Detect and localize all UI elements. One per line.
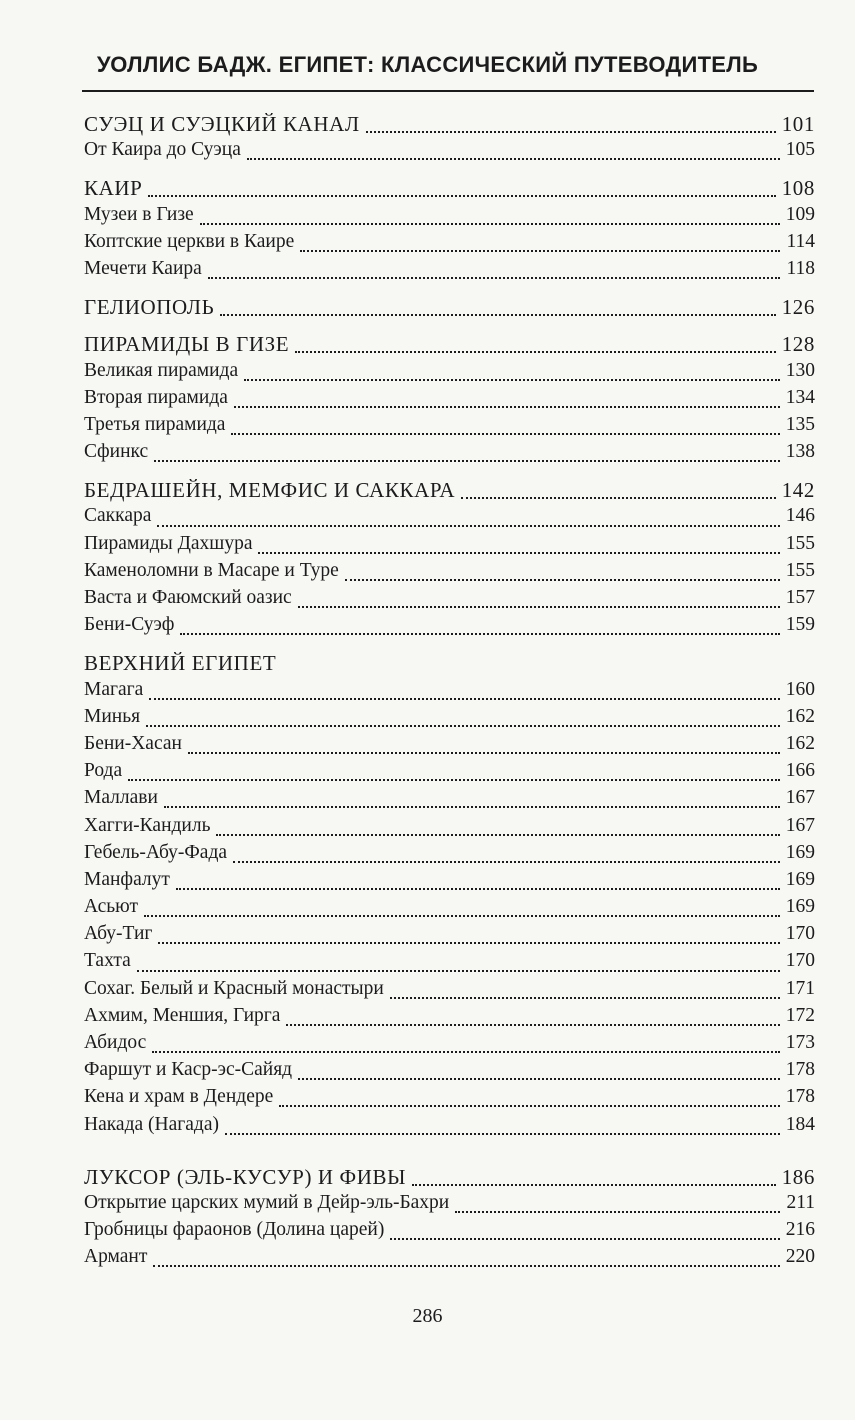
toc-entry-page: 167 — [785, 787, 815, 809]
dot-leader — [200, 222, 780, 225]
toc-entry-page: 162 — [785, 705, 815, 727]
toc-entry-page: 114 — [786, 230, 815, 252]
toc-entry-page: 170 — [785, 923, 815, 945]
toc-entry-title: Армант — [84, 1246, 148, 1268]
toc-entry — [84, 360, 815, 387]
toc-entry — [84, 533, 815, 560]
toc-entry — [84, 760, 815, 787]
dot-leader — [234, 405, 780, 408]
toc-entry-page: 105 — [785, 139, 815, 161]
toc-entry-page: 160 — [785, 678, 815, 700]
toc-entry-page: 171 — [785, 977, 815, 999]
toc-entry-title: Тахта — [84, 950, 131, 972]
dot-leader — [149, 697, 779, 700]
toc-entry — [84, 441, 815, 468]
dot-leader — [146, 724, 780, 727]
toc-entry — [84, 787, 815, 814]
toc-entry-page: 216 — [785, 1219, 815, 1241]
dot-leader — [216, 833, 779, 836]
dot-leader — [455, 1210, 780, 1213]
toc-entry-title: БЕДРАШЕЙН, МЕМФИС И САККАРА — [84, 478, 456, 503]
toc-entry-title: Пирамиды Дахшура — [84, 532, 253, 554]
dot-leader — [157, 524, 779, 527]
toc-entry-page: 130 — [785, 359, 815, 381]
toc-entry — [84, 978, 815, 1005]
dot-leader — [148, 194, 775, 197]
toc-entry-page: 178 — [785, 1059, 815, 1081]
toc-entry — [84, 815, 815, 842]
toc-entry-title: Коптские церкви в Каире — [84, 230, 295, 252]
toc-entry-page: 166 — [785, 760, 815, 782]
toc-entry-title: Маллави — [84, 787, 158, 809]
dot-leader — [180, 632, 779, 635]
dot-leader — [286, 1023, 779, 1026]
toc-entry-page: 159 — [785, 614, 815, 636]
toc-entry-page: 184 — [785, 1113, 815, 1135]
toc-entry-page: 172 — [785, 1004, 815, 1026]
toc-entry-title: ВЕРХНИЙ ЕГИПЕТ — [84, 651, 277, 676]
toc-entry-title: Абу-Тиг — [84, 923, 153, 945]
toc-entry — [84, 139, 815, 166]
toc-entry-title: Рода — [84, 760, 123, 782]
toc-entry — [84, 1192, 815, 1219]
toc-entry-page: 169 — [785, 841, 815, 863]
toc-entry-title: Каменоломни в Масаре и Туре — [84, 559, 339, 581]
toc-entry — [84, 258, 815, 285]
dot-leader — [158, 941, 779, 944]
dot-leader — [295, 350, 776, 353]
dot-leader — [412, 1183, 776, 1186]
toc-entry — [84, 231, 815, 258]
toc-section-heading — [84, 176, 815, 203]
toc-entry-title: Саккара — [84, 505, 152, 527]
toc-entry-title: Открытие царских мумий в Дейр-эль-Бахри — [84, 1191, 450, 1213]
toc-entry-title: Третья пирамида — [84, 413, 226, 435]
toc-entry-title: Музеи в Гизе — [84, 203, 194, 225]
toc-entry-page: 178 — [785, 1086, 815, 1108]
toc-entry-title: ЛУКСОР (ЭЛЬ-КУСУР) И ФИВЫ — [84, 1164, 406, 1189]
toc-entry — [84, 560, 815, 587]
dot-leader — [220, 313, 775, 316]
toc-entry-page: 118 — [786, 257, 815, 279]
dot-leader — [176, 887, 780, 890]
toc-entry-title: Абидос — [84, 1032, 147, 1053]
dot-leader — [144, 914, 780, 917]
toc-entry — [84, 896, 815, 923]
toc-section-heading — [84, 478, 815, 505]
toc-entry — [84, 733, 815, 760]
toc-section-heading — [84, 112, 815, 139]
dot-leader — [298, 1077, 780, 1080]
toc-entry — [84, 950, 815, 977]
toc-entry-page: 169 — [785, 868, 815, 890]
toc-entry-title: Гебель-Абу-Фада — [84, 841, 228, 863]
toc-entry — [84, 505, 815, 532]
toc-entry-page: 173 — [785, 1032, 815, 1053]
toc-entry — [84, 387, 815, 414]
toc-entry-title: Гробницы фараонов (Долина царей) — [84, 1219, 385, 1241]
toc-entry-title: КАИР — [84, 176, 143, 201]
dot-leader — [345, 578, 780, 581]
dot-leader — [233, 860, 780, 863]
toc-entry-title: Магага — [84, 678, 144, 700]
toc-entry-page: 170 — [785, 950, 815, 972]
toc-entry-page: 186 — [781, 1164, 815, 1189]
running-header: УОЛЛИС БАДЖ. ЕГИПЕТ: КЛАССИЧЕСКИЙ ПУТЕВОДИТЕЛЬ — [96, 52, 759, 77]
dot-leader — [279, 1104, 779, 1107]
toc-entry-title: Мечети Каира — [84, 257, 202, 279]
dot-leader — [366, 130, 776, 133]
toc-entry — [84, 679, 815, 706]
toc-entry-title: Фаршут и Каср-эс-Сайяд — [84, 1059, 293, 1081]
dot-leader — [298, 605, 780, 608]
toc-entry — [84, 1059, 815, 1086]
toc-entry-title: СУЭЦ И СУЭЦКИЙ КАНАЛ — [84, 112, 360, 136]
dot-leader — [152, 1050, 779, 1053]
toc-entry-page: 108 — [781, 176, 815, 201]
toc-entry — [84, 1032, 815, 1059]
toc-entry-page: 138 — [785, 441, 815, 463]
toc-entry-page: 157 — [785, 587, 815, 608]
header-rule — [82, 90, 814, 92]
toc-entry-page: 211 — [786, 1191, 815, 1213]
toc-section-heading — [84, 1165, 815, 1192]
toc-entry — [84, 1114, 815, 1141]
dot-leader — [258, 551, 779, 554]
toc-entry-title: Хагги-Кандиль — [84, 814, 211, 836]
toc-entry — [84, 1219, 815, 1246]
toc-entry-page: 167 — [785, 814, 815, 836]
dot-leader — [137, 969, 780, 972]
toc-entry-title: Манфалут — [84, 868, 170, 890]
toc-entry-page: 155 — [785, 532, 815, 554]
toc-entry-page: 220 — [785, 1246, 815, 1268]
dot-leader — [188, 751, 780, 754]
dot-leader — [390, 1237, 779, 1240]
toc-entry-title: От Каира до Суэца — [84, 139, 241, 161]
dot-leader — [390, 996, 780, 999]
dot-leader — [225, 1132, 780, 1135]
toc-entry-page: 126 — [781, 295, 815, 320]
toc-section-heading — [84, 332, 815, 359]
toc-entry — [84, 204, 815, 231]
dot-leader — [208, 276, 781, 279]
toc-entry-title: Великая пирамида — [84, 359, 239, 381]
dot-leader — [164, 805, 780, 808]
toc-entry-title: ПИРАМИДЫ В ГИЗЕ — [84, 332, 290, 357]
toc-entry-page: 162 — [785, 732, 815, 754]
dot-leader — [300, 249, 780, 252]
toc-entry — [84, 842, 815, 869]
dot-leader — [461, 496, 775, 499]
dot-leader — [154, 459, 780, 462]
toc-entry-page: 146 — [785, 505, 815, 527]
toc-entry-title: Сфинкс — [84, 441, 149, 463]
toc-section-heading — [84, 651, 815, 678]
toc-entry-page: 155 — [785, 559, 815, 581]
toc-entry-title: Накада (Нагада) — [84, 1113, 219, 1135]
toc-entry-page: 135 — [785, 413, 815, 435]
dot-leader — [247, 157, 780, 160]
toc-entry — [84, 614, 815, 641]
toc-entry — [84, 869, 815, 896]
toc-entry — [84, 706, 815, 733]
toc-entry — [84, 1005, 815, 1032]
toc-entry-title: Ахмим, Меншия, Гирга — [84, 1004, 281, 1026]
toc-entry-page: 142 — [781, 478, 815, 503]
toc-entry-page: 109 — [785, 203, 815, 225]
toc-entry-title: Вторая пирамида — [84, 386, 228, 408]
toc-entry-page: 101 — [781, 112, 815, 136]
toc-entry-title: Бени-Суэф — [84, 614, 175, 636]
toc-entry — [84, 587, 815, 614]
toc-section-heading — [84, 295, 815, 322]
page-number: 286 — [412, 1305, 443, 1327]
dot-leader — [128, 778, 780, 781]
toc-entry — [84, 1086, 815, 1113]
toc-entry-page: 134 — [785, 386, 815, 408]
toc-entry-title: Васта и Фаюмский оазис — [84, 587, 292, 608]
dot-leader — [231, 432, 779, 435]
toc-entry-title: Минья — [84, 705, 141, 727]
toc-entry — [84, 923, 815, 950]
toc-entry — [84, 414, 815, 441]
dot-leader — [244, 378, 780, 381]
toc-entry-title: Бени-Хасан — [84, 732, 182, 754]
toc-entry-title: ГЕЛИОПОЛЬ — [84, 295, 215, 320]
toc-entry-title: Сохаг. Белый и Красный монастыри — [84, 977, 384, 999]
table-of-contents — [84, 112, 815, 1274]
toc-entry — [84, 1246, 815, 1273]
toc-entry-page: 128 — [781, 332, 815, 357]
toc-entry-page: 169 — [785, 896, 815, 918]
toc-entry-title: Асьют — [84, 896, 138, 918]
dot-leader — [153, 1264, 779, 1267]
toc-entry-title: Кена и храм в Дендере — [84, 1086, 274, 1108]
